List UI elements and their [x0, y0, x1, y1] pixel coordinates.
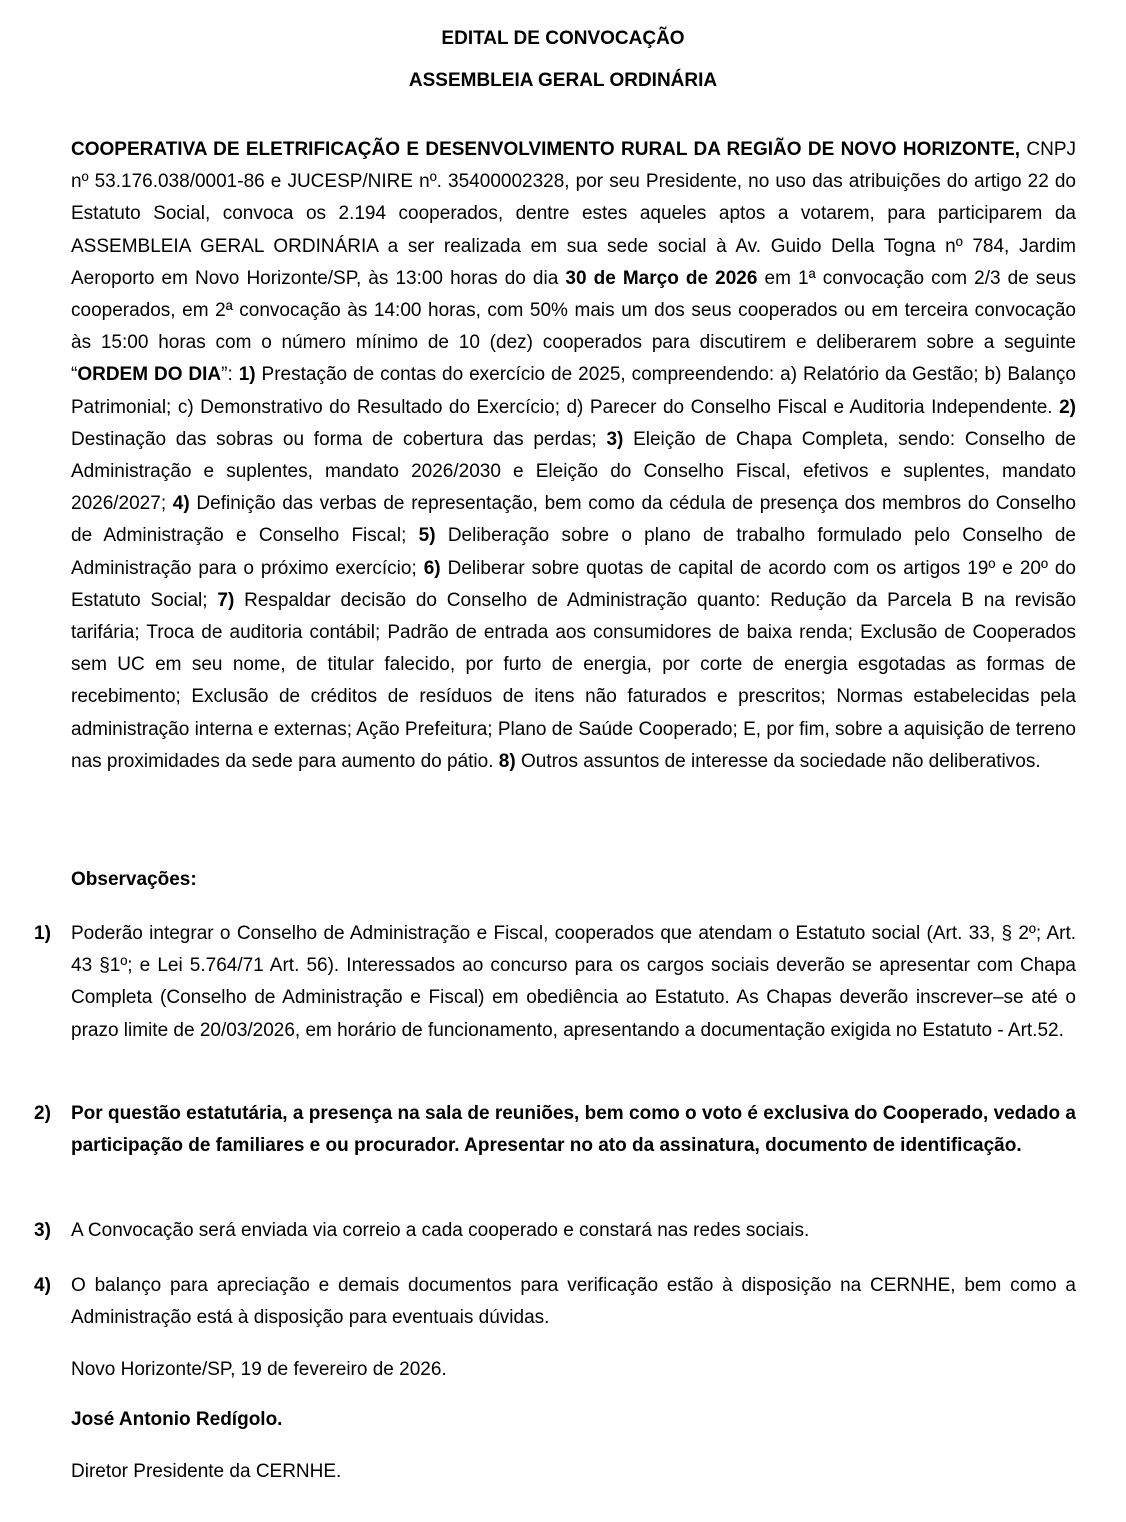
- agenda-item-6: Deliberar sobre quotas de capital de acordo com os artigos 19º e 20º do Estatuto Social;: [71, 557, 1076, 611]
- observation-text-3: A Convocação será enviada via correio a cada cooperado e constará nas redes sociais.: [71, 1220, 810, 1241]
- observations-heading: Observações:: [71, 869, 197, 890]
- observation-number-2: 2): [34, 1103, 51, 1124]
- agenda-number-7: 7): [217, 589, 235, 611]
- document-title: EDITAL DE CONVOCAÇÃO: [441, 28, 685, 49]
- agenda-number-4: 4): [172, 493, 190, 515]
- place-and-date: Novo Horizonte/SP, 19 de fevereiro de 2026.: [71, 1359, 447, 1380]
- signer-name: José Antonio Redígolo.: [71, 1409, 283, 1430]
- observation-item-1: [34, 918, 1076, 1047]
- intro-text-c: ”:: [221, 364, 239, 386]
- agenda-number-1: 1): [238, 364, 256, 386]
- observation-text-4: O balanço para apreciação e demais documentos para verificação estão à disposição na CERNHE, bem como a Administração está à disposição para eventuais dúvidas.: [71, 1275, 1076, 1329]
- cooperative-name: COOPERATIVA DE ELETRIFICAÇÃO E DESENVOLVIMENTO RURAL DA REGIÃO DE NOVO HORIZONTE,: [71, 139, 1021, 160]
- agenda-number-5: 5): [418, 525, 436, 547]
- agenda-label: ORDEM DO DIA: [77, 364, 222, 386]
- signer-role: Diretor Presidente da CERNHE.: [71, 1461, 342, 1482]
- observation-item-2: [34, 1098, 1076, 1162]
- observation-number-1: 1): [34, 923, 51, 944]
- agenda-item-8: Outros assuntos de interesse da sociedade não deliberativos.: [515, 750, 1041, 772]
- observation-text-2: Por questão estatutária, a presença na sala de reuniões, bem como o voto é exclusiva do Cooperado, vedado a participação de familiares e ou procurador. Apresentar no ato da assinatura, documento de identificação.: [71, 1103, 1076, 1157]
- agenda-item-3: Eleição de Chapa Completa, sendo: Conselho de Administração e suplentes, mandato 2026/2030 e Eleição do Conselho Fiscal, efetivos e suplentes, mandato 2026/2027;: [71, 428, 1076, 515]
- agenda-item-4: Definição das verbas de representação, bem como da cédula de presença dos membros do Conselho de Administração e Conselho Fiscal;: [71, 493, 1076, 547]
- agenda-item-7: Respaldar decisão do Conselho de Administração quanto: Redução da Parcela B na revisão tarifária; Troca de auditoria contábil; Padrão de entrada aos consumidores de baixa renda; Exclusão de Cooperados sem UC em seu nome, de titular falecido, por furto de energia, por corte de energia esgotadas as formas de recebimento; Exclusão de créditos de resíduos de itens não faturados e prescritos; Normas estabelecidas pela administração interna e externas; Ação Prefeitura; Plano de Saúde Cooperado; E, por fim, sobre a aquisição de terreno nas proximidades da sede para aumento do pátio.: [71, 589, 1077, 772]
- observation-item-3: [34, 1215, 1076, 1247]
- document-subtitle: ASSEMBLEIA GERAL ORDINÁRIA: [408, 70, 718, 91]
- agenda-item-2: Destinação das sobras ou forma de cobertura das perdas;: [71, 428, 607, 450]
- agenda-number-2: 2): [1059, 396, 1076, 418]
- observation-item-4: [34, 1270, 1076, 1334]
- observation-text-1: Poderão integrar o Conselho de Administração e Fiscal, cooperados que atendam o Estatuto social (Art. 33, § 2º; Art. 43 §1º; e Lei 5.764/71 Art. 56). Interessados ao concurso para os cargos sociais deverão se apresentar com Chapa Completa (Conselho de Administração e Fiscal) em obediência ao Estatuto. As Chapas deverão inscrever–se até o prazo limite de 20/03/2026, em horário de funcionamento, apresentando a documentação exigida no Estatuto - Art.52.: [71, 923, 1076, 1041]
- convocation-paragraph: [71, 134, 1076, 778]
- agenda-number-6: 6): [423, 557, 441, 579]
- agenda-item-1: Prestação de contas do exercício de 2025, compreendendo: a) Relatório da Gestão; b) Balanço Patrimonial; c) Demonstrativo do Resultado do Exercício; d) Parecer do Conselho Fiscal e Auditoria Independente.: [71, 364, 1077, 418]
- observation-number-4: 4): [34, 1275, 51, 1296]
- intro-text-a: CNPJ nº 53.176.038/0001-86 e JUCESP/NIRE nº. 35400002328, por seu Presidente, no uso das atribuições do artigo 22 do Estatuto Social, convoca os 2.194 cooperados, dentre estes aqueles aptos a votarem, para participarem da ASSEMBLEIA GERAL ORDINÁRIA a ser realizada em sua sede social à Av. Guido Della Togna nº 784, Jardim Aeroporto em Novo Horizonte/SP, às 13:00 horas do dia: [71, 139, 1076, 289]
- intro-text-b: em 1ª convocação com 2/3 de seus cooperados, em 2ª convocação às 14:00 horas, com 50% mais um dos seus cooperados ou em terceira convocação às 15:00 horas com o número mínimo de 10 (dez) cooperados para discutirem e deliberarem sobre a seguinte “: [71, 267, 1077, 386]
- agenda-item-5: Deliberação sobre o plano de trabalho formulado pelo Conselho de Administração para o próximo exercício;: [71, 525, 1076, 579]
- agenda-number-3: 3): [606, 428, 624, 450]
- observation-number-3: 3): [34, 1220, 51, 1241]
- meeting-date: 30 de Março de 2026: [565, 267, 758, 289]
- agenda-number-8: 8): [498, 750, 516, 772]
